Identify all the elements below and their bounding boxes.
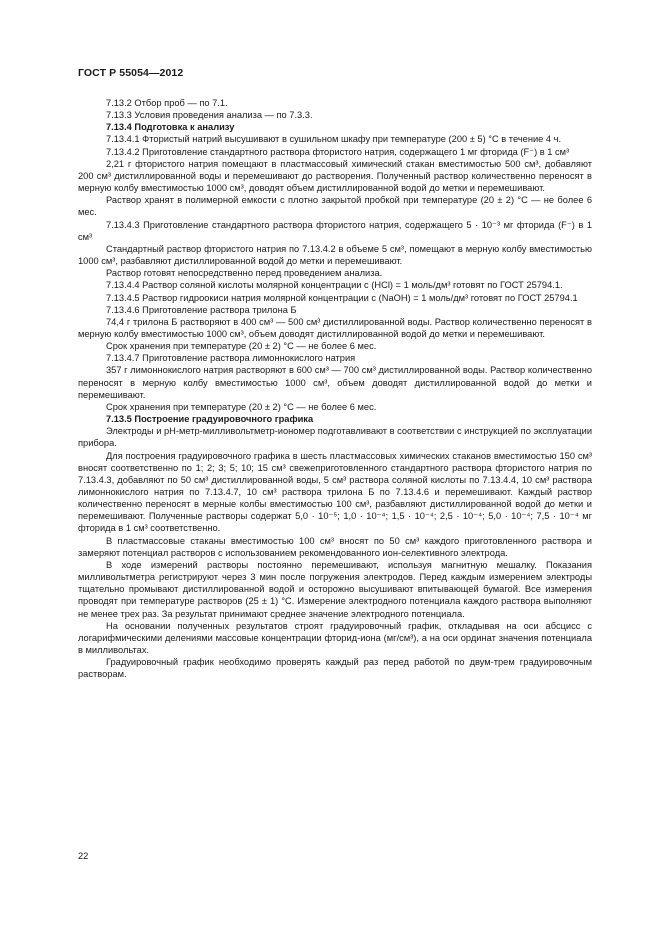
paragraph: В пластмассовые стаканы вместимостью 100 см³ вносят по 50 см³ каждого приготовленного раствора и замеряют потенциал растворов с использованием рекомендованного ион-селективного электрода. xyxy=(78,535,592,558)
paragraph: 7.13.4.5 Раствор гидроокиси натрия молярной концентрации c (NaOH) = 1 моль/дм³ готовят по ГОСТ 25794.1 xyxy=(106,292,578,303)
paragraph: На основании полученных результатов строят градуировочный график, откладывая на оси абсцисс с логарифмическими делениями массовые концентрации фторид-иона (мг/см³), а на оси ординат значения потенциала в милливольтах. xyxy=(78,620,592,656)
paragraph: Стандартный раствор фтористого натрия по 7.13.4.2 в объеме 5 см³, помещают в мерную колбу вместимостью 1000 см³, разбавляют дистиллированной водой до метки и перемешивают. xyxy=(78,243,592,267)
paragraph: Градуировочный график необходимо проверять каждый раз перед работой по двум-трем градуировочным растворам. xyxy=(78,657,592,680)
paragraph: 7.13.2 Отбор проб — по 7.1. xyxy=(106,98,228,108)
paragraph: 7.13.4.6 Приготовление раствора трилона Б xyxy=(106,304,297,315)
paragraph: 7.13.4.1 Фтористый натрий высушивают в сушильном шкафу при температуре (200 ± 5) °С в течение 4 ч. xyxy=(106,134,562,145)
paragraph: Раствор готовят непосредственно перед проведением анализа. xyxy=(106,268,383,279)
paragraph: 74,4 г трилона Б растворяют в 400 см³ — 500 см³ дистиллированной воды. Раствор количественно переносят в мерную колбу вместимостью 1000 см³, объем доводят дистиллированной водой до метки и перемешивают. xyxy=(78,316,592,339)
paragraph: Срок хранения при температуре (20 ± 2) °С — не более 6 мес. xyxy=(106,401,377,412)
paragraph: 2,21 г фтористого натрия помещают в пластмассовый химический стакан вместимостью 500 см³, добавляют 200 см³ дистиллированной воды и перемешивают до растворения. Полученный раствор количественно переносят в мерную колбу вместимостью 1000 см³, доводят объем дистиллированной водой до метки и перемешивают. xyxy=(78,158,592,194)
paragraph: В ходе измерений растворы постоянно перемешивают, используя магнитную мешалку. Показания милливольтметра регистрируют через 3 мин после погружения электродов. Перед каждым измерением электроды тщательно промывают дистиллированной водой и осторожно высушивают впитывающей бумагой. Все измерения проводят при температуре растворов (25 ± 1) °С. Измерение электродного потенциала каждого раствора выполняют не менее трех раз. За результат принимают среднее значение электродного потенциала. xyxy=(78,559,592,619)
paragraph: Раствор хранят в полимерной емкости с плотно закрытой пробкой при температуре (20 ± 2) °С — не более 6 мес. xyxy=(78,195,592,218)
document-header: ГОСТ Р 55054—2012 xyxy=(78,67,184,79)
section-heading: 7.13.4 Подготовка к анализу xyxy=(106,122,235,133)
paragraph: Срок хранения при температуре (20 ± 2) °С — не более 6 мес. xyxy=(106,341,377,352)
paragraph: Электроды и pH-метр-милливольтметр-иономер подготавливают в соответствии с инструкцией по эксплуатации прибора. xyxy=(78,426,593,449)
paragraph: 7.13.4.4 Раствор соляной кислоты молярной концентрации c (HCl) = 1 моль/дм³ готовят по ГОСТ 25794.1. xyxy=(106,280,563,291)
paragraph: Для построения градуировочного графика в шесть пластмассовых химических стаканов вместимостью 150 см³ вносят соответственно по 1; 2; 3; 5; 10; 15 см³ свежеприготовленного стандартного раствора фтористого натрия по 7.13.4.3, добавляют по 50 см³ дистиллированной воды, 5 см³ раствора соляной кислоты по 7.13.4.4, 10 см³ раствора лимоннокислого натрия по 7.13.4.7, 10 см³ раствора трилона Б по 7.13.4.6 и перемешивают. Каждый раствор количественно переносят в мерные колбы вместимостью 100 см³, разбавляют дистиллированной водой до метки и перемешивают. Полученные растворы содержат 5,0 · 10⁻⁵; 1,0 · 10⁻⁴; 1,5 · 10⁻⁴; 2,5 · 10⁻⁴; 5,0 · 10⁻⁴; 7,5 · 10⁻⁴ мг фторида в 1 см³ соответственно. xyxy=(78,450,592,534)
section-heading: 7.13.5 Построение градуировочного графика xyxy=(106,414,314,425)
paragraph: 7.13.4.7 Приготовление раствора лимоннокислого натрия xyxy=(106,353,356,364)
page-number: 22 xyxy=(78,851,89,861)
paragraph: 7.13.4.2 Приготовление стандартного раствора фтористого натрия, содержащего 1 мг фторида (F⁻) в 1 см³ xyxy=(106,146,570,157)
paragraph: 7.13.4.3 Приготовление стандартного раствора фтористого натрия, содержащего 5 · 10⁻³ мг фторида (F⁻) в 1 см³ xyxy=(78,219,592,242)
paragraph: 357 г лимоннокислого натрия растворяют в 600 см³ — 700 см³ дистиллированной воды. Раствор количественно переносят в мерную колбу вместимостью 1000 см³, объем доводят дистиллированной водой до метки и перемешивают. xyxy=(78,365,592,400)
paragraph: 7.13.3 Условия проведения анализа — по 7.3.3. xyxy=(106,110,313,121)
document-body xyxy=(78,97,592,681)
